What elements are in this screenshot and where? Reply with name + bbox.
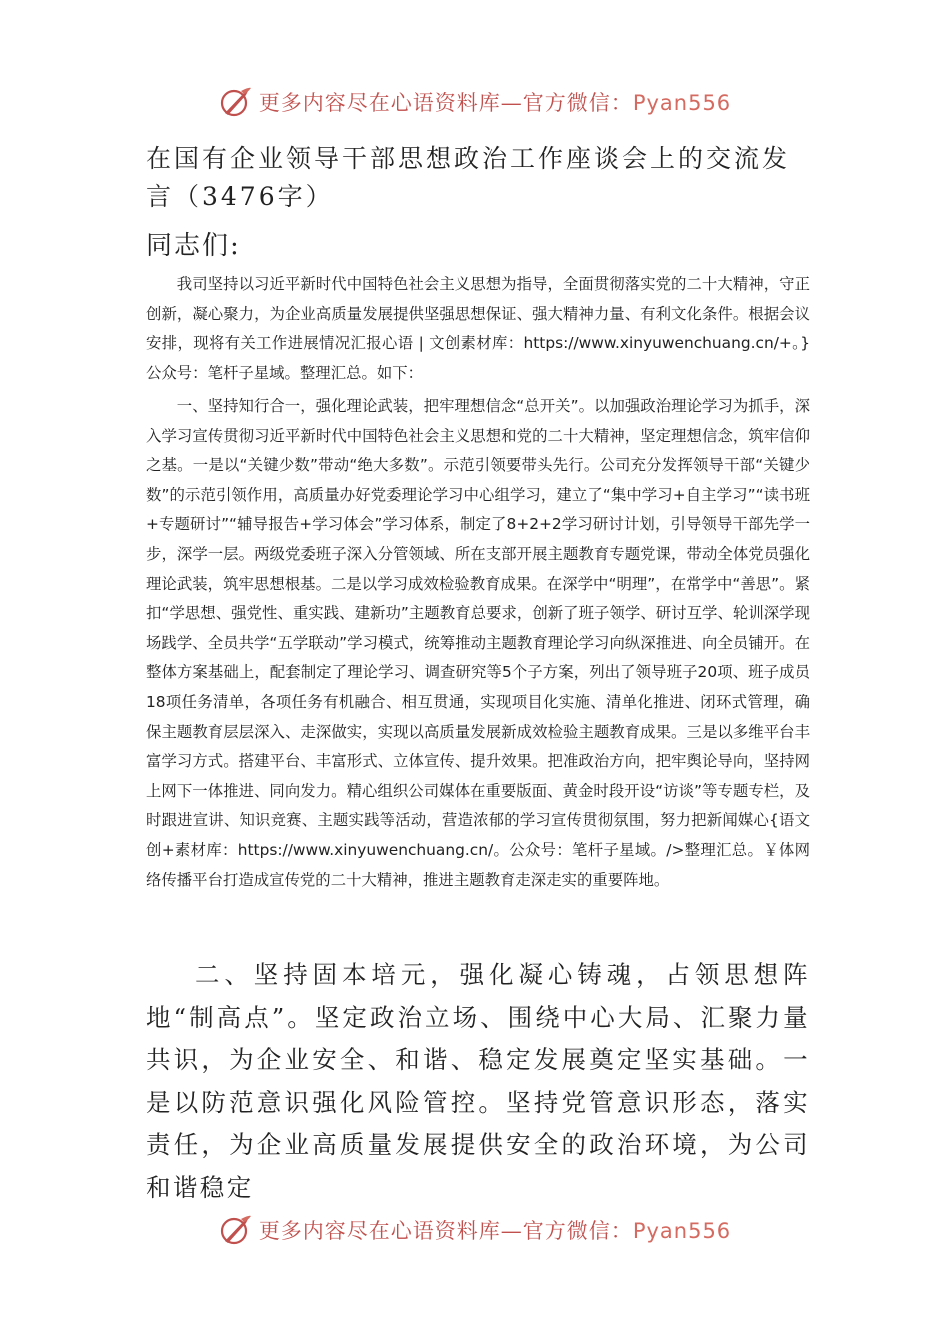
paragraph-section-two: 二、坚持固本培元，强化凝心铸魂，占领思想阵地“制高点”。坚定政治立场、围绕中心大局、汇聚力量共识，为企业安全、和谐、稳定发展奠定坚实基础。一是以防范意识强化风险管控。坚持党管意识形态，落实责任，为企业高质量发展提供安全的政治环境，为公司和谐稳定 <box>146 960 810 1202</box>
greeting: 同志们: <box>146 231 241 261</box>
pen-logo-icon <box>219 1213 253 1247</box>
paragraph-text: 一、坚持知行合一，强化理论武装，把牢理想信念“总开关”。以加强政治理论学习为抓手，深入学习宣传贯彻习近平新时代中国特色社会主义思想和党的二十大精神，坚定理想信念，筑牢信仰之基。一是以“关键少数”带动“绝大多数”。示范引领要带头先行。公司充分发挥领导干部“关键少数”的示范引领作用，高质量办好党委理论学习中心组学习，建立了“集中学习+自主学习”“读书班+专题研讨”“辅导报告+学习体会”学习体系，制定了8+2+2学习研讨计划，引导领导干部先学一步，深学一层。两级党委班子深入分管领域、所在支部开展主题教育专题党课，带动全体党员强化理论武装，筑牢思想根基。二是以学习成效检验教育成果。在深学中“明理”，在常学中“善思”。紧扣“学思想、强党性、重实践、建新功”主题教育总要求，创新了班子领学、研讨互学、轮训深学现场践学、全员共学“五学联动”学习模式，统筹推动主题教育理论学习向纵深推进、向全员铺开。在整体方案基础上，配套制定了理论学习、调查研究等5个子方案，列出了领导班子20项、班子成员18项任务清单，各项任务有机融合、相互贯通，实现项目化实施、清单化推进、闭环式管理，确保主题教育层层深入、走深做实，实现以高质量发展新成效检验主题教育成果。三是以多维平台丰富学习方式。搭建平台、丰富形式、立体宣传、提升效果。把准政治方向，把牢舆论导向，坚持网上网下一体推进、同向发力。精心组织公司媒体在重要版面、黄金时段开设“访谈”等专题专栏，及时跟进宣讲、知识竞赛、主题实践等活动，营造浓郁的学习宣传贯彻氛围，努力把新闻媒心{语文创+素材库：https://www.xinyuwenchuang.cn/。公众号：笔杆子星域。/>整理汇总。￥体网络传播平台打造成宣传党的二十大精神，推进主题教育走深走实的重要阵地。 <box>146 397 810 889</box>
watermark-text: 更多内容尽在心语资料库—官方微信：Pyan556 <box>258 91 732 115</box>
paragraph-section-one <box>146 392 810 895</box>
wechat-id: Pyan556 <box>632 1219 732 1243</box>
paragraph-intro <box>146 270 810 388</box>
pen-logo-icon <box>219 85 253 119</box>
watermark-text: 更多内容尽在心语资料库—官方微信：Pyan556 <box>258 1219 732 1243</box>
wechat-id: Pyan556 <box>632 91 732 115</box>
document-title: 在国有企业领导干部思想政治工作座谈会上的交流发言（3476字） <box>146 144 791 211</box>
watermark-banner-bottom <box>0 1210 950 1250</box>
watermark-banner-top <box>0 82 950 122</box>
paragraph-text: 我司坚持以习近平新时代中国特色社会主义思想为指导，全面贯彻落实党的二十大精神，守正创新，凝心聚力，为企业高质量发展提供坚强思想保证、强大精神力量、有利文化条件。根据会议安排，现将有关工作进展情况汇报心语 | 文创素材库：https://www.xinyuwenchuang.cn/+。}公众号：笔杆子星域。整理汇总。如下： <box>146 275 810 382</box>
